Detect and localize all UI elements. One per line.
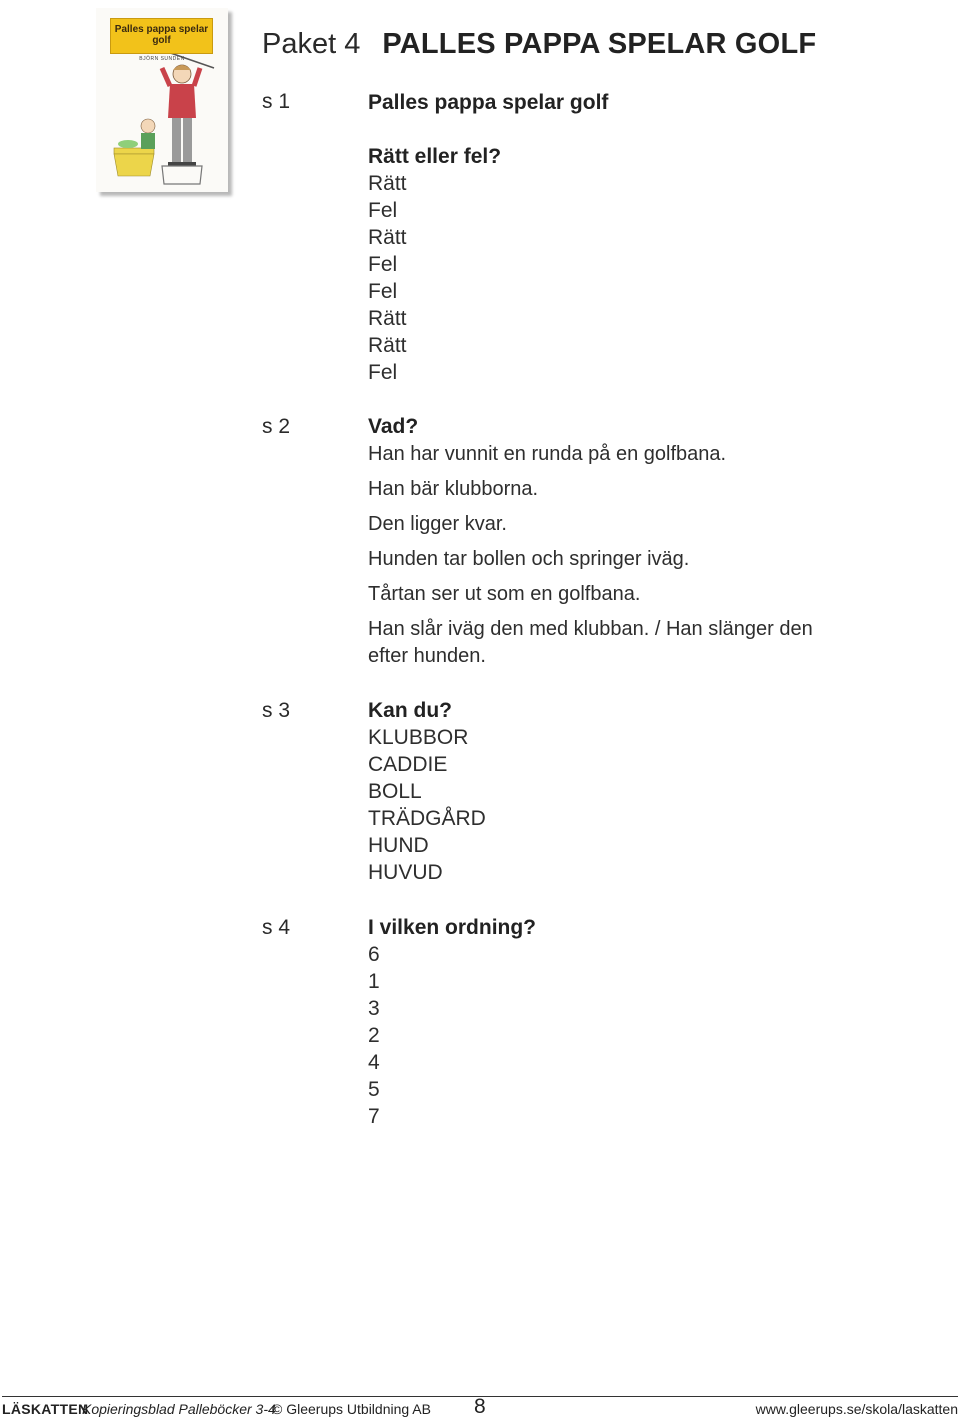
order-number: 7 — [368, 1105, 380, 1128]
page-number: 8 — [474, 1395, 486, 1418]
answer-line: Rätt — [368, 334, 407, 357]
answer-word: BOLL — [368, 780, 422, 803]
section-heading-s3: Kan du? — [368, 699, 452, 722]
book-title: Palles pappa spelar golf — [368, 91, 609, 114]
order-number: 5 — [368, 1078, 380, 1101]
section-s2 — [368, 413, 838, 670]
answer-sentence: Han slår iväg den med klubban. / Han slänger den efter hunden. — [368, 618, 813, 667]
page-header — [262, 28, 816, 61]
answer-line: Fel — [368, 253, 398, 276]
order-number: 6 — [368, 943, 380, 966]
section-s4 — [368, 914, 848, 1130]
answer-line: Fel — [368, 199, 398, 222]
section-heading-s1: Rätt eller fel? — [368, 145, 502, 168]
package-label: Paket 4 — [262, 28, 361, 60]
answer-sentence: Han har vunnit en runda på en golfbana. — [368, 443, 727, 465]
answer-line: Rätt — [368, 307, 407, 330]
answer-line: Rätt — [368, 226, 407, 249]
answer-word: HUND — [368, 834, 429, 857]
answer-word: KLUBBOR — [368, 726, 469, 749]
section-label-s3: s 3 — [262, 699, 291, 722]
answer-word: HUVUD — [368, 861, 443, 884]
section-heading-s4: I vilken ordning? — [368, 916, 537, 939]
footer-url: www.gleerups.se/skola/laskatten — [755, 1401, 958, 1417]
order-number: 4 — [368, 1051, 380, 1074]
order-number: 3 — [368, 997, 380, 1020]
cover-author: BJÖRN SUNDEN — [139, 56, 185, 62]
footer-subtitle: Kopieringsblad Palleböcker 3-4 — [82, 1401, 276, 1417]
page-footer — [2, 1396, 958, 1420]
answer-sentence: Den ligger kvar. — [368, 513, 507, 535]
order-number: 2 — [368, 1024, 380, 1047]
answer-line: Rätt — [368, 172, 407, 195]
section-label-s4: s 4 — [262, 916, 291, 939]
answer-line: Fel — [368, 280, 398, 303]
page-title: PALLES PAPPA SPELAR GOLF — [382, 28, 817, 60]
section-s1 — [368, 89, 848, 386]
section-heading-s2: Vad? — [368, 415, 419, 438]
answer-word: TRÄDGÅRD — [368, 807, 486, 830]
answer-sentence: Tårtan ser ut som en golfbana. — [368, 583, 641, 605]
answer-sentence: Hunden tar bollen och springer iväg. — [368, 548, 690, 570]
order-number: 1 — [368, 970, 380, 993]
book-cover — [96, 8, 228, 192]
answer-line: Fel — [368, 361, 398, 384]
section-s3 — [368, 697, 848, 886]
cover-title: Palles pappa spelar golf — [110, 18, 213, 54]
section-label-s1: s 1 — [262, 90, 291, 113]
section-label-s2: s 2 — [262, 415, 291, 438]
answer-sentence: Han bär klubborna. — [368, 478, 539, 500]
footer-copyright: © Gleerups Utbildning AB — [272, 1401, 431, 1417]
footer-brand: LÄSKATTEN — [2, 1401, 89, 1417]
answer-word: CADDIE — [368, 753, 448, 776]
